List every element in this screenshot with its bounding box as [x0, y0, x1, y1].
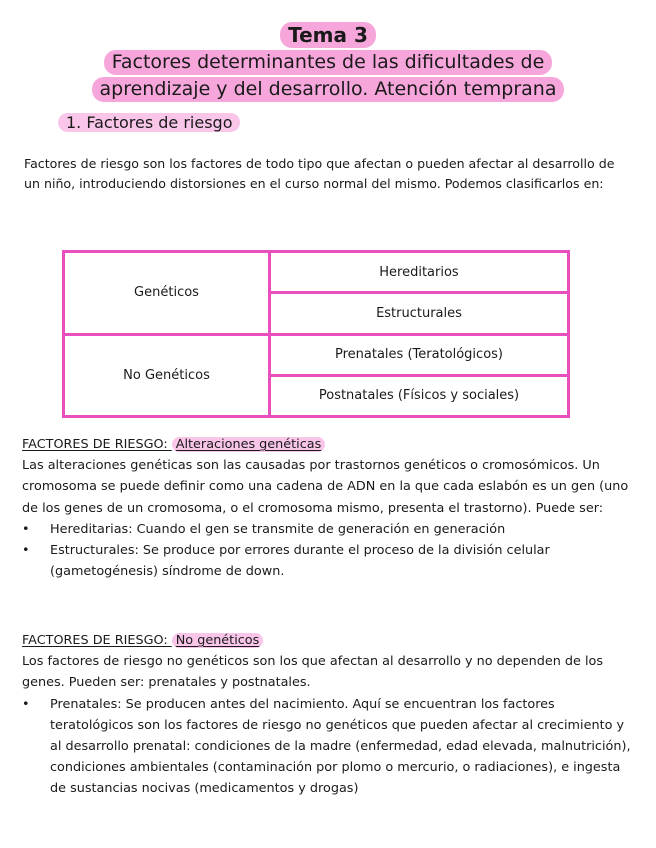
alteraciones-list — [22, 519, 634, 583]
no-geneticos-heading-highlight: No genéticos — [172, 633, 264, 648]
section-alteraciones-geneticas — [22, 434, 634, 582]
title-block — [0, 22, 656, 102]
type-postnatales: Postnatales (Físicos y sociales) — [270, 375, 569, 416]
category-no-geneticos: No Genéticos — [64, 334, 270, 417]
list-item: • Hereditarias: Cuando el gen se transmite de generación en generación — [22, 519, 634, 540]
category-geneticos: Genéticos — [64, 252, 270, 335]
section-heading — [58, 112, 240, 134]
intro-paragraph — [24, 154, 634, 194]
classification-table — [62, 250, 570, 418]
no-geneticos-heading — [22, 630, 634, 651]
page-tema: Tema 3 — [280, 22, 376, 48]
intro-text: Factores de riesgo son los factores de todo tipo que afectan o pueden afectar al desarrollo de un niño, introduciendo distorsiones en el curso normal del mismo. Podemos clasificarlos en: — [24, 156, 615, 191]
no-geneticos-list — [22, 694, 634, 800]
type-hereditarios: Hereditarios — [270, 252, 569, 293]
section-no-geneticos — [22, 630, 634, 800]
alteraciones-heading — [22, 434, 634, 455]
no-geneticos-heading-prefix: FACTORES DE RIESGO: — [22, 633, 172, 648]
page-title-line-2: aprendizaje y del desarrollo. Atención temprana — [92, 77, 565, 102]
type-prenatales: Prenatales (Teratológicos) — [270, 334, 569, 375]
alteraciones-heading-highlight: Alteraciones genéticas — [172, 437, 326, 452]
section-heading-text: 1. Factores de riesgo — [58, 113, 240, 132]
alteraciones-body: Las alteraciones genéticas son las causadas por trastornos genéticos o cromosómicos. Un cromosoma se puede definir como una cadena de ADN en la que cada eslabón es un gen (uno de los genes de un cromosoma, o el cromosoma mismo, presenta el trastorno). Puede ser: — [22, 458, 629, 516]
list-item: • Estructurales: Se produce por errores durante el proceso de la división celular (gametogénesis) síndrome de down. — [22, 540, 634, 582]
list-item: • Prenatales: Se producen antes del nacimiento. Aquí se encuentran los factores teratológicos son los factores de riesgo no genéticos que pueden afectar al crecimiento y al desarrollo prenatal: condiciones de la madre (enfermedad, edad elevada, malnutrición), condiciones ambientales (contaminación por plomo o mercurio, o radiaciones), e ingesta de sustancias nocivas (medicamentos y drogas) — [22, 694, 634, 800]
alteraciones-heading-prefix: FACTORES DE RIESGO: — [22, 437, 172, 452]
type-estructurales: Estructurales — [270, 293, 569, 334]
page-title-line-1: Factores determinantes de las dificultades de — [104, 50, 553, 75]
no-geneticos-body: Los factores de riesgo no genéticos son los que afectan al desarrollo y no dependen de los genes. Pueden ser: prenatales y postnatales. — [22, 654, 604, 691]
